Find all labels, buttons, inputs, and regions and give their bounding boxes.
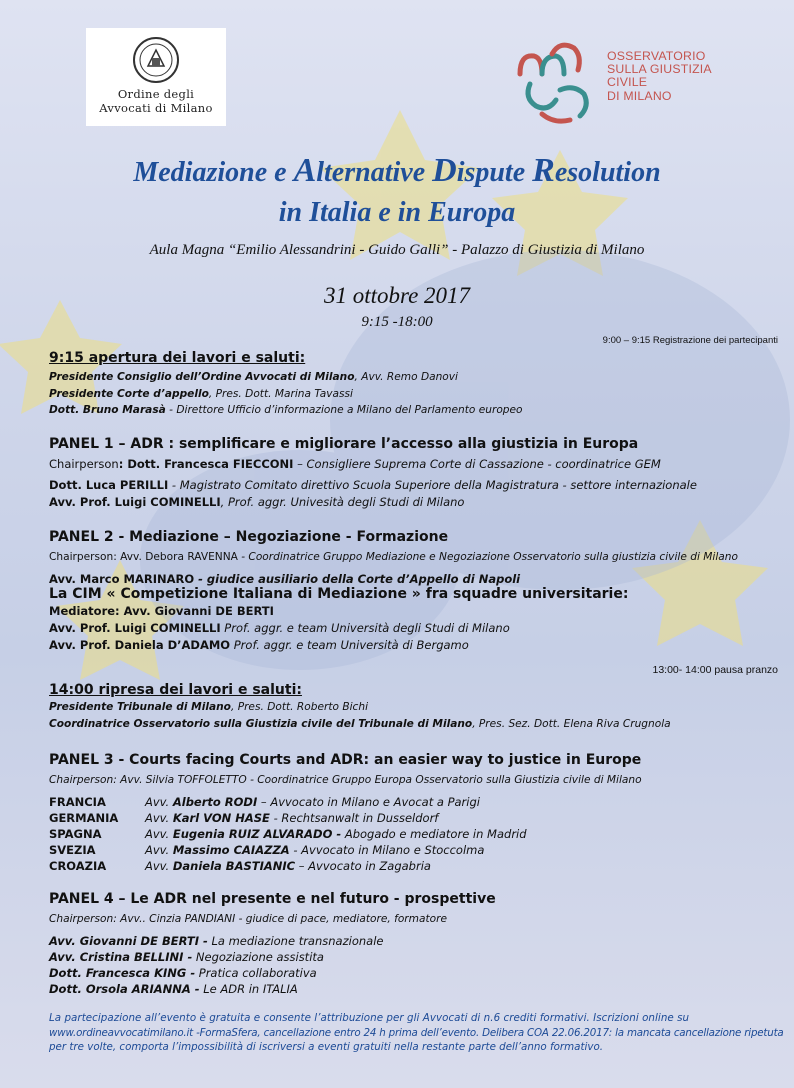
osservatorio-mark-icon <box>512 34 607 130</box>
footer-note <box>49 1011 784 1055</box>
title-initial: D <box>432 152 457 189</box>
panel2-heading: PANEL 2 - Mediazione – Negoziazione - Formazione <box>49 529 449 545</box>
team-line <box>49 621 510 635</box>
speaker-role: Negoziazione assistita <box>192 950 324 964</box>
logo-right-line: OSSERVATORIO <box>607 49 706 63</box>
chair-label: Chairperson: <box>49 551 117 563</box>
team-name: Avv. Prof. Luigi COMINELLI <box>49 621 221 635</box>
seal-icon <box>132 36 180 84</box>
country-name: SPAGNA <box>49 827 102 841</box>
chair-role: - Coordinatrice Gruppo Mediazione e Negoziazione Osservatorio sulla giustizia civile di Milano <box>237 551 738 563</box>
panel4-heading: PANEL 4 – Le ADR nel presente e nel futuro - prospettive <box>49 891 496 907</box>
opening-role: Presidente Corte d’appello <box>49 388 209 400</box>
panel4-speaker <box>49 966 317 980</box>
speaker-role: - Rechtsanwalt in Dusseldorf <box>269 811 439 825</box>
avv-prefix: Avv. <box>145 827 173 841</box>
speaker-role: – Avvocato in Milano e Avocat a Parigi <box>257 795 480 809</box>
ordine-avvocati-logo <box>86 28 226 126</box>
afternoon-role: Coordinatrice Osservatorio sulla Giustizia civile del Tribunale di Milano <box>49 718 473 730</box>
speaker-role: La mediazione transnazionale <box>207 934 384 948</box>
title-part: lternative <box>316 157 433 188</box>
speaker-name: Avv. Cristina BELLINI - <box>49 950 193 964</box>
afternoon-heading: 14:00 ripresa dei lavori e saluti: <box>49 682 302 698</box>
avv-prefix: Avv. <box>145 843 173 857</box>
logo-right-line: CIVILE <box>607 75 648 90</box>
event-date: 31 ottobre 2017 <box>323 283 471 308</box>
team-name: Avv. Prof. Daniela D’ADAMO <box>49 638 231 652</box>
logo-left-line1: Ordine degli <box>117 87 195 101</box>
chair-name: : Dott. Francesca FIECCONI <box>118 457 294 471</box>
country-row <box>49 859 431 873</box>
logo-left-line2: Avvocati di Milano <box>99 101 213 115</box>
country-name: FRANCIA <box>49 795 106 809</box>
chair-role: – Consigliere Suprema Corte di Cassazione - coordinatrice GEM <box>293 457 661 471</box>
avv-prefix: Avv. <box>145 859 173 873</box>
osservatorio-logo <box>512 34 712 130</box>
panel4-speaker <box>49 950 324 964</box>
speaker-name: Avv. Giovanni DE BERTI - <box>49 934 208 948</box>
avv-prefix: Avv. <box>145 795 173 809</box>
opening-line <box>49 371 458 383</box>
speaker-name: Avv. Prof. Luigi COMINELLI <box>49 495 221 509</box>
team-role: Prof. aggr. e team Università degli Studi di Milano <box>220 621 510 635</box>
speaker-name: Avv. Marco MARINARO <box>49 572 195 586</box>
logo-right-line: SULLA GIUSTIZIA <box>607 62 712 77</box>
speaker-role: - giudice ausiliario della Corte d’Appello di Napoli <box>194 572 521 586</box>
opening-rest: , Pres. Dott. Marina Tavassi <box>208 388 353 400</box>
country-row <box>49 827 527 841</box>
event-title-line2: in Italia e in Europa <box>278 197 516 228</box>
opening-role: Dott. Bruno Marasà <box>49 404 166 416</box>
speaker-role: - Magistrato Comitato direttivo Scuola Superiore della Magistratura - settore internazionale <box>168 478 697 492</box>
afternoon-rest: , Pres. Dott. Roberto Bichi <box>230 701 369 713</box>
footer-line: La partecipazione all’evento è gratuita e consente l’attribuzione per gli Avvocati di n.6 crediti formativi. Iscrizioni online su <box>49 1012 690 1024</box>
afternoon-line <box>49 701 368 713</box>
country-row <box>49 843 484 857</box>
opening-line <box>49 388 353 400</box>
chair-name: Avv. Debora RAVENNA <box>116 551 238 563</box>
team-line <box>49 638 469 652</box>
panel1-speaker <box>49 495 464 509</box>
footer-line: www.ordineavvocatimilano.it -FormaSfera, cancellazione entro 24 h prima dell’evento. Delibera COA 22.06.2017: la mancata cancellazione ripetuta <box>49 1026 784 1039</box>
venue: Aula Magna “Emilio Alessandrini - Guido Galli” - Palazzo di Giustizia di Milano <box>149 242 645 258</box>
opening-role: Presidente Consiglio dell’Ordine Avvocati di Milano <box>49 371 355 383</box>
speaker-role: , Prof. aggr. Univesità degli Studi di Milano <box>220 495 465 509</box>
title-part: ispute <box>456 157 533 188</box>
country-row <box>49 811 438 825</box>
speaker-name: Karl VON HASE <box>172 811 270 825</box>
panel4-chair: Chairperson: Avv.. Cinzia PANDIANI - giudice di pace, mediatore, formatore <box>49 913 447 925</box>
panel1-chair <box>49 457 661 471</box>
speaker-name: Dott. Francesca KING - <box>49 966 196 980</box>
speaker-name: Alberto RODI <box>172 795 258 809</box>
speaker-role: Le ADR in ITALIA <box>199 982 298 996</box>
panel4-speaker <box>49 982 298 996</box>
country-name: SVEZIA <box>49 843 96 857</box>
speaker-name: Massimo CAIAZZA <box>172 843 290 857</box>
title-part: Mediazione e <box>133 157 294 188</box>
afternoon-role: Presidente Tribunale di Milano <box>49 701 231 713</box>
panel2-speaker <box>49 572 520 586</box>
country-name: GERMANIA <box>49 811 119 825</box>
opening-rest: , Avv. Remo Danovi <box>354 371 458 383</box>
speaker-name: Dott. Luca PERILLI <box>49 478 169 492</box>
afternoon-rest: , Pres. Sez. Dott. Elena Riva Crugnola <box>472 718 671 730</box>
speaker-role: – Avvocato in Zagabria <box>295 859 431 873</box>
panel2-chair <box>49 551 738 563</box>
panel1-speaker <box>49 478 697 492</box>
event-title-line1 <box>0 152 794 190</box>
panel3-chair: Chairperson: Avv. Silvia TOFFOLETTO - Coordinatrice Gruppo Europa Osservatorio sulla Giustizia civile di Milano <box>49 774 642 786</box>
avv-prefix: Avv. <box>145 811 173 825</box>
panel1-heading: PANEL 1 – ADR : semplificare e migliorare l’accesso alla giustizia in Europa <box>49 436 639 452</box>
opening-heading: 9:15 apertura dei lavori e saluti: <box>49 350 306 366</box>
speaker-name: Eugenia RUIZ ALVARADO - <box>172 827 342 841</box>
panel4-speaker <box>49 934 383 948</box>
chair-label: Chairperson <box>49 457 119 471</box>
title-initial: R <box>532 152 555 189</box>
country-name: CROAZIA <box>49 859 107 873</box>
title-initial: A <box>293 152 317 189</box>
panel3-heading: PANEL 3 - Courts facing Courts and ADR: an easier way to justice in Europe <box>49 752 642 768</box>
speaker-name: Daniela BASTIANIC <box>172 859 296 873</box>
event-time: 9:15 -18:00 <box>361 314 433 330</box>
logo-right-line: DI MILANO <box>607 88 672 103</box>
team-role: Prof. aggr. e team Università di Bergamo <box>230 638 469 652</box>
mediator-line: Mediatore: Avv. Giovanni DE BERTI <box>49 604 274 618</box>
speaker-role: - Avvocato in Milano e Stoccolma <box>289 843 485 857</box>
registration-note: 9:00 – 9:15 Registrazione dei partecipanti <box>602 335 778 346</box>
cim-line: La CIM « Competizione Italiana di Mediazione » fra squadre universitarie: <box>49 586 629 602</box>
opening-rest: - Direttore Ufficio d’informazione a Milano del Parlamento europeo <box>165 404 523 416</box>
footer-line: per tre volte, comporta l’impossibilità di iscriversi a eventi gratuiti nella restante parte dell’anno formativo. <box>49 1041 604 1053</box>
country-row <box>49 795 480 809</box>
speaker-role: Abogado e mediatore in Madrid <box>341 827 527 841</box>
speaker-name: Dott. Orsola ARIANNA - <box>49 982 200 996</box>
afternoon-line <box>49 718 671 730</box>
lunch-note: 13:00- 14:00 pausa pranzo <box>652 664 778 676</box>
speaker-role: Pratica collaborativa <box>195 966 317 980</box>
title-part: esolution <box>554 157 661 188</box>
opening-line <box>49 404 523 416</box>
osservatorio-name <box>607 50 712 103</box>
